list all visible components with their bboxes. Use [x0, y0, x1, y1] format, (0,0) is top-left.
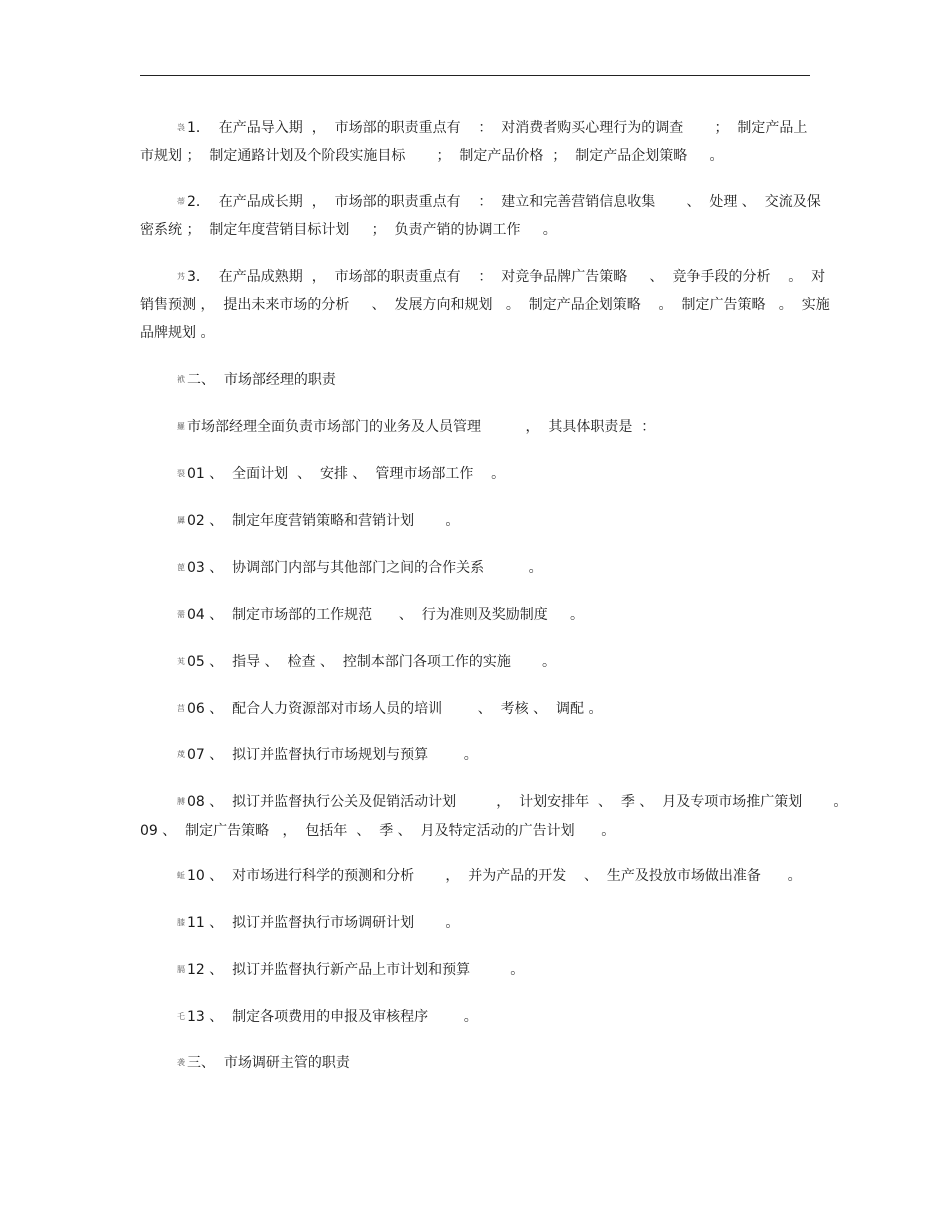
duty-item-08: 膊 08 、 拟订并监督执行公关及促销活动计划 ， 计划安排年 、 季 、 月及专项市场推广策划 。: [177, 794, 848, 810]
paragraph-marker: 膝: [177, 918, 185, 927]
duty-item-04: 薷 04 、 制定市场部的工作规范 、 行为准则及奖励制度 。: [177, 607, 585, 623]
paragraph-marker: 膈: [177, 965, 185, 974]
paragraph-marker: 膊: [177, 797, 185, 806]
duty-item-03: 蓖 03 、 协调部门内部与其他部门之间的合作关系 。: [177, 560, 543, 576]
paragraph-1-line-1: 袅 1． 在产品导入期 ， 市场部的职责重点有 ： 对消费者购买心理行为的调查 ； 制定产品上: [177, 120, 808, 136]
paragraph-marker: 蒂: [177, 197, 185, 206]
duty-item-13: 乇 13 、 制定各项费用的申报及审核程序 。: [177, 1009, 478, 1025]
duty-item-11: 膝 11 、 拟订并监督执行市场调研计划 。: [177, 915, 460, 931]
paragraph-marker: 袱: [177, 375, 185, 384]
duty-item-10: 蚯 10 、 对市场进行科学的预测和分析 ， 并为产品的开发 、 生产及投放市场做出准备 。: [177, 868, 802, 884]
paragraph-2-line-1: 蒂 2． 在产品成长期 ， 市场部的职责重点有 ： 建立和完善营销信息收集 、 处理 、 交流及保: [177, 194, 821, 210]
duty-item-06: 莒 06 、 配合人力资源部对市场人员的培训 、 考核 、 调配 。: [177, 701, 603, 717]
duty-item-12: 膈 12 、 拟订并监督执行新产品上市计划和预算 。: [177, 962, 525, 978]
paragraph-2-line-2: 密系统 ； 制定年度营销目标计划 ； 负责产销的协调工作 。: [140, 222, 557, 238]
duty-item-01: 裂 01 、 全面计划 、 安排 、 管理市场部工作 。: [177, 466, 506, 482]
paragraph-marker: 艿: [177, 272, 185, 281]
paragraph-3-line-1: 艿 3． 在产品成熟期 ， 市场部的职责重点有 ： 对竞争品牌广告策略 、 竞争手段的分析 。 对: [177, 269, 826, 285]
paragraph-1-line-2: 市规划 ； 制定通路计划及个阶段实施目标 ； 制定产品价格 ； 制定产品企划策略 。: [140, 148, 724, 164]
paragraph-marker: 荗: [177, 750, 185, 759]
paragraph-3-line-2: 销售预测 ， 提出未来市场的分析 、 发展方向和规划 。 制定产品企划策略 。 制定广告策略 。 实施: [140, 297, 830, 313]
duty-item-02: 羼 02 、 制定年度营销策略和营销计划 。: [177, 513, 460, 529]
paragraph-marker: 羼: [177, 516, 185, 525]
paragraph-marker: 裂: [177, 469, 185, 478]
paragraph-marker: 莒: [177, 704, 185, 713]
paragraph-marker: 袅: [177, 123, 185, 132]
section-heading-2: 袱 二、 市场部经理的职责: [177, 372, 336, 388]
section-heading-3: 袭 三、 市场调研主管的职责: [177, 1055, 350, 1071]
duty-item-05: 芄 05 、 指导 、 检查 、 控制本部门各项工作的实施 。: [177, 654, 557, 670]
paragraph-3-line-3: 品牌规划 。: [140, 325, 215, 341]
paragraph-marker: 蓖: [177, 563, 185, 572]
duty-item-07: 荗 07 、 拟订并监督执行市场规划与预算 。: [177, 747, 478, 763]
paragraph-marker: 薷: [177, 610, 185, 619]
paragraph-marker: 芄: [177, 657, 185, 666]
paragraph-marker: 袭: [177, 1058, 185, 1067]
header-rule: [140, 75, 810, 76]
paragraph-marker: 乇: [177, 1012, 185, 1021]
duty-item-09: 09 、 制定广告策略 ， 包括年 、 季 、 月及特定活动的广告计划 。: [140, 823, 616, 839]
manager-intro: 羅 市场部经理全面负责市场部门的业务及人员管理 ， 其具体职责是 ：: [177, 419, 656, 435]
paragraph-marker: 羅: [177, 422, 185, 431]
paragraph-marker: 蚯: [177, 871, 185, 880]
